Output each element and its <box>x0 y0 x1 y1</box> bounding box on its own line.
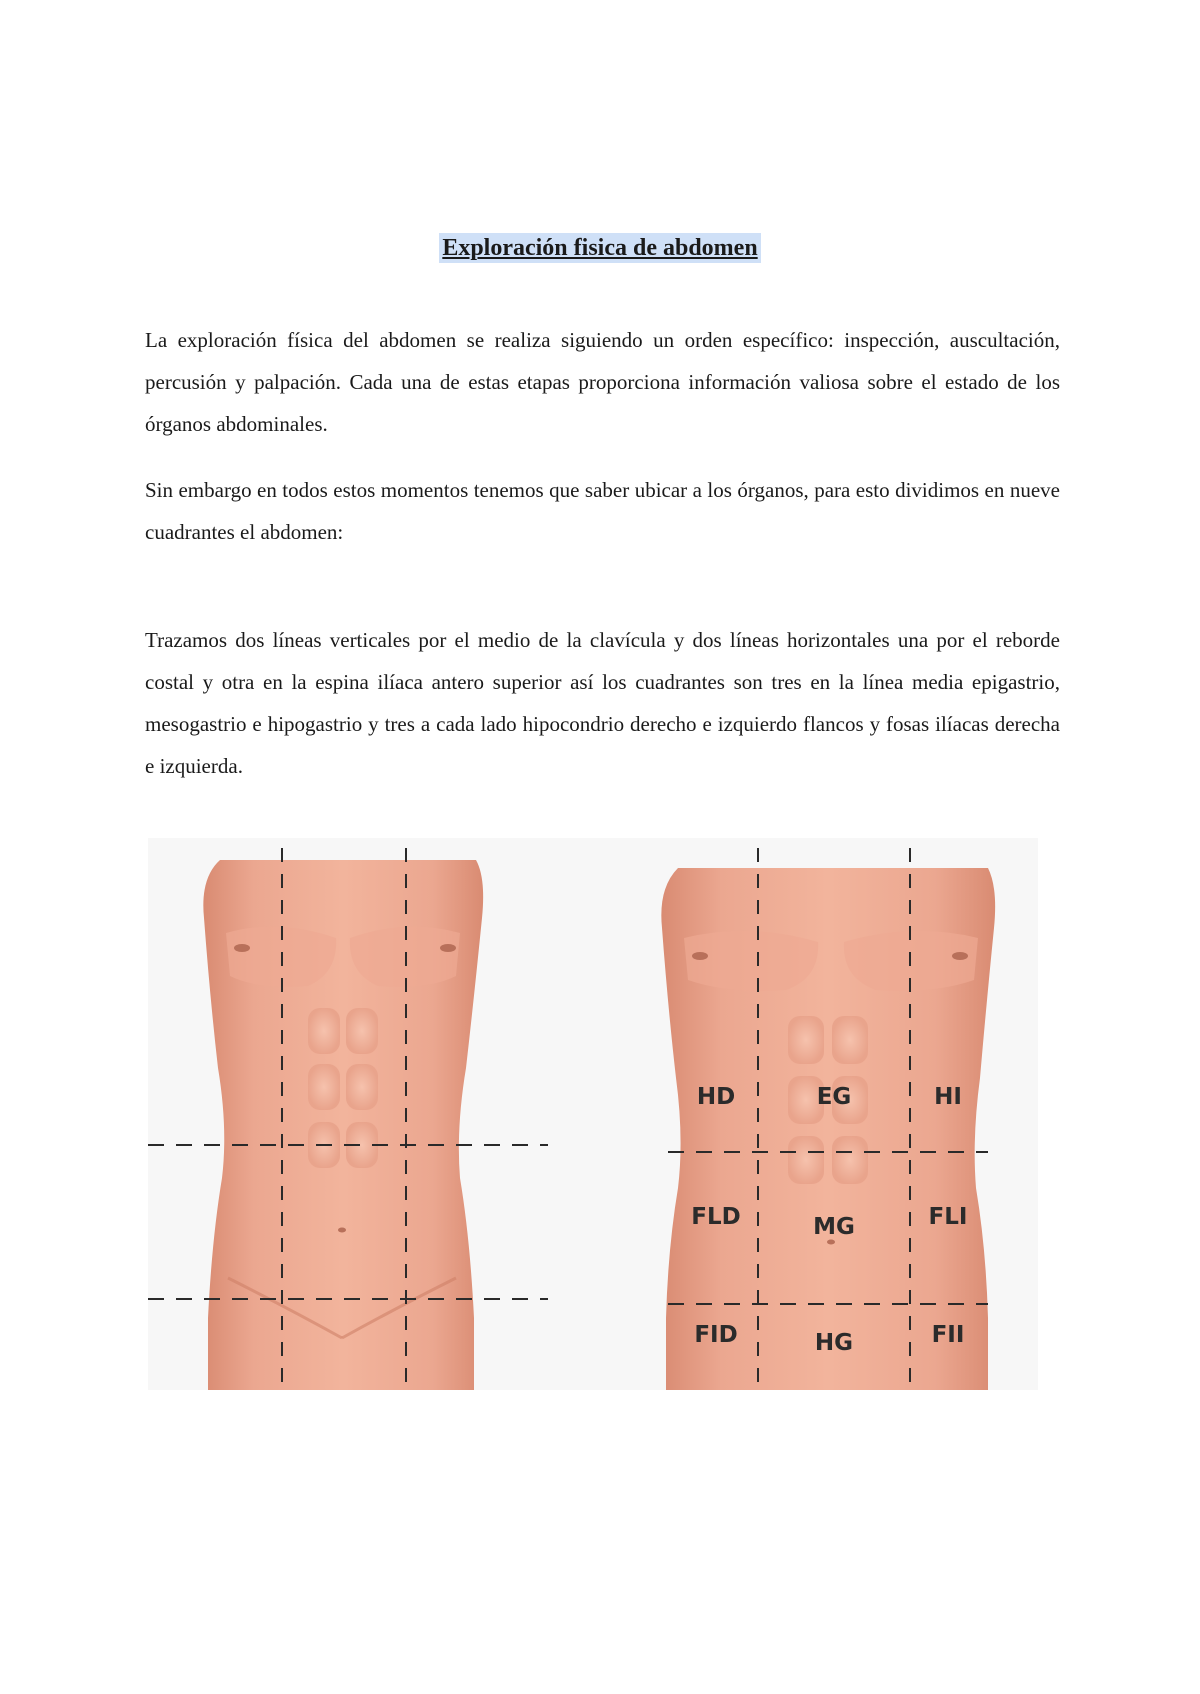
region-label-fli: FLI <box>928 1204 968 1230</box>
paragraph-lines: Trazamos dos líneas verticales por el medio de la clavícula y dos líneas horizontales una por el reborde costal y otra en la espina ilíaca antero superior así los cuadrantes son tres en la línea media epigastrio, mesogastrio e hipogastrio y tres a cada lado hipocondrio derecho e izquierdo flancos y fosas ilíacas derecha e izquierda. <box>145 628 1060 778</box>
region-label-hd: HD <box>696 1084 736 1110</box>
torso-right <box>661 848 995 1390</box>
region-label-fii: FII <box>931 1322 965 1348</box>
region-label-mg: MG <box>813 1214 855 1240</box>
region-label-hi: HI <box>934 1084 962 1110</box>
paragraph-intro: La exploración física del abdomen se realiza siguiendo un orden específico: inspección, auscultación, percusión y palpación. Cada una de estas etapas proporciona información valiosa sobre el estado de los órganos abdominales. <box>145 328 1060 436</box>
region-label-hg: HG <box>814 1330 854 1356</box>
region-label-fld: FLD <box>691 1204 741 1230</box>
region-label-eg: EG <box>816 1084 852 1110</box>
title-container <box>0 233 1200 263</box>
abdomen-regions-svg <box>148 838 1038 1398</box>
region-label-fid: FID <box>694 1322 738 1348</box>
paragraph-quadrants: Sin embargo en todos estos momentos tenemos que saber ubicar a los órganos, para esto dividimos en nueve cuadrantes el abdomen: <box>145 478 1060 544</box>
abdomen-regions-figure <box>148 838 1038 1398</box>
page-title: Exploración fisica de abdomen <box>439 233 760 263</box>
